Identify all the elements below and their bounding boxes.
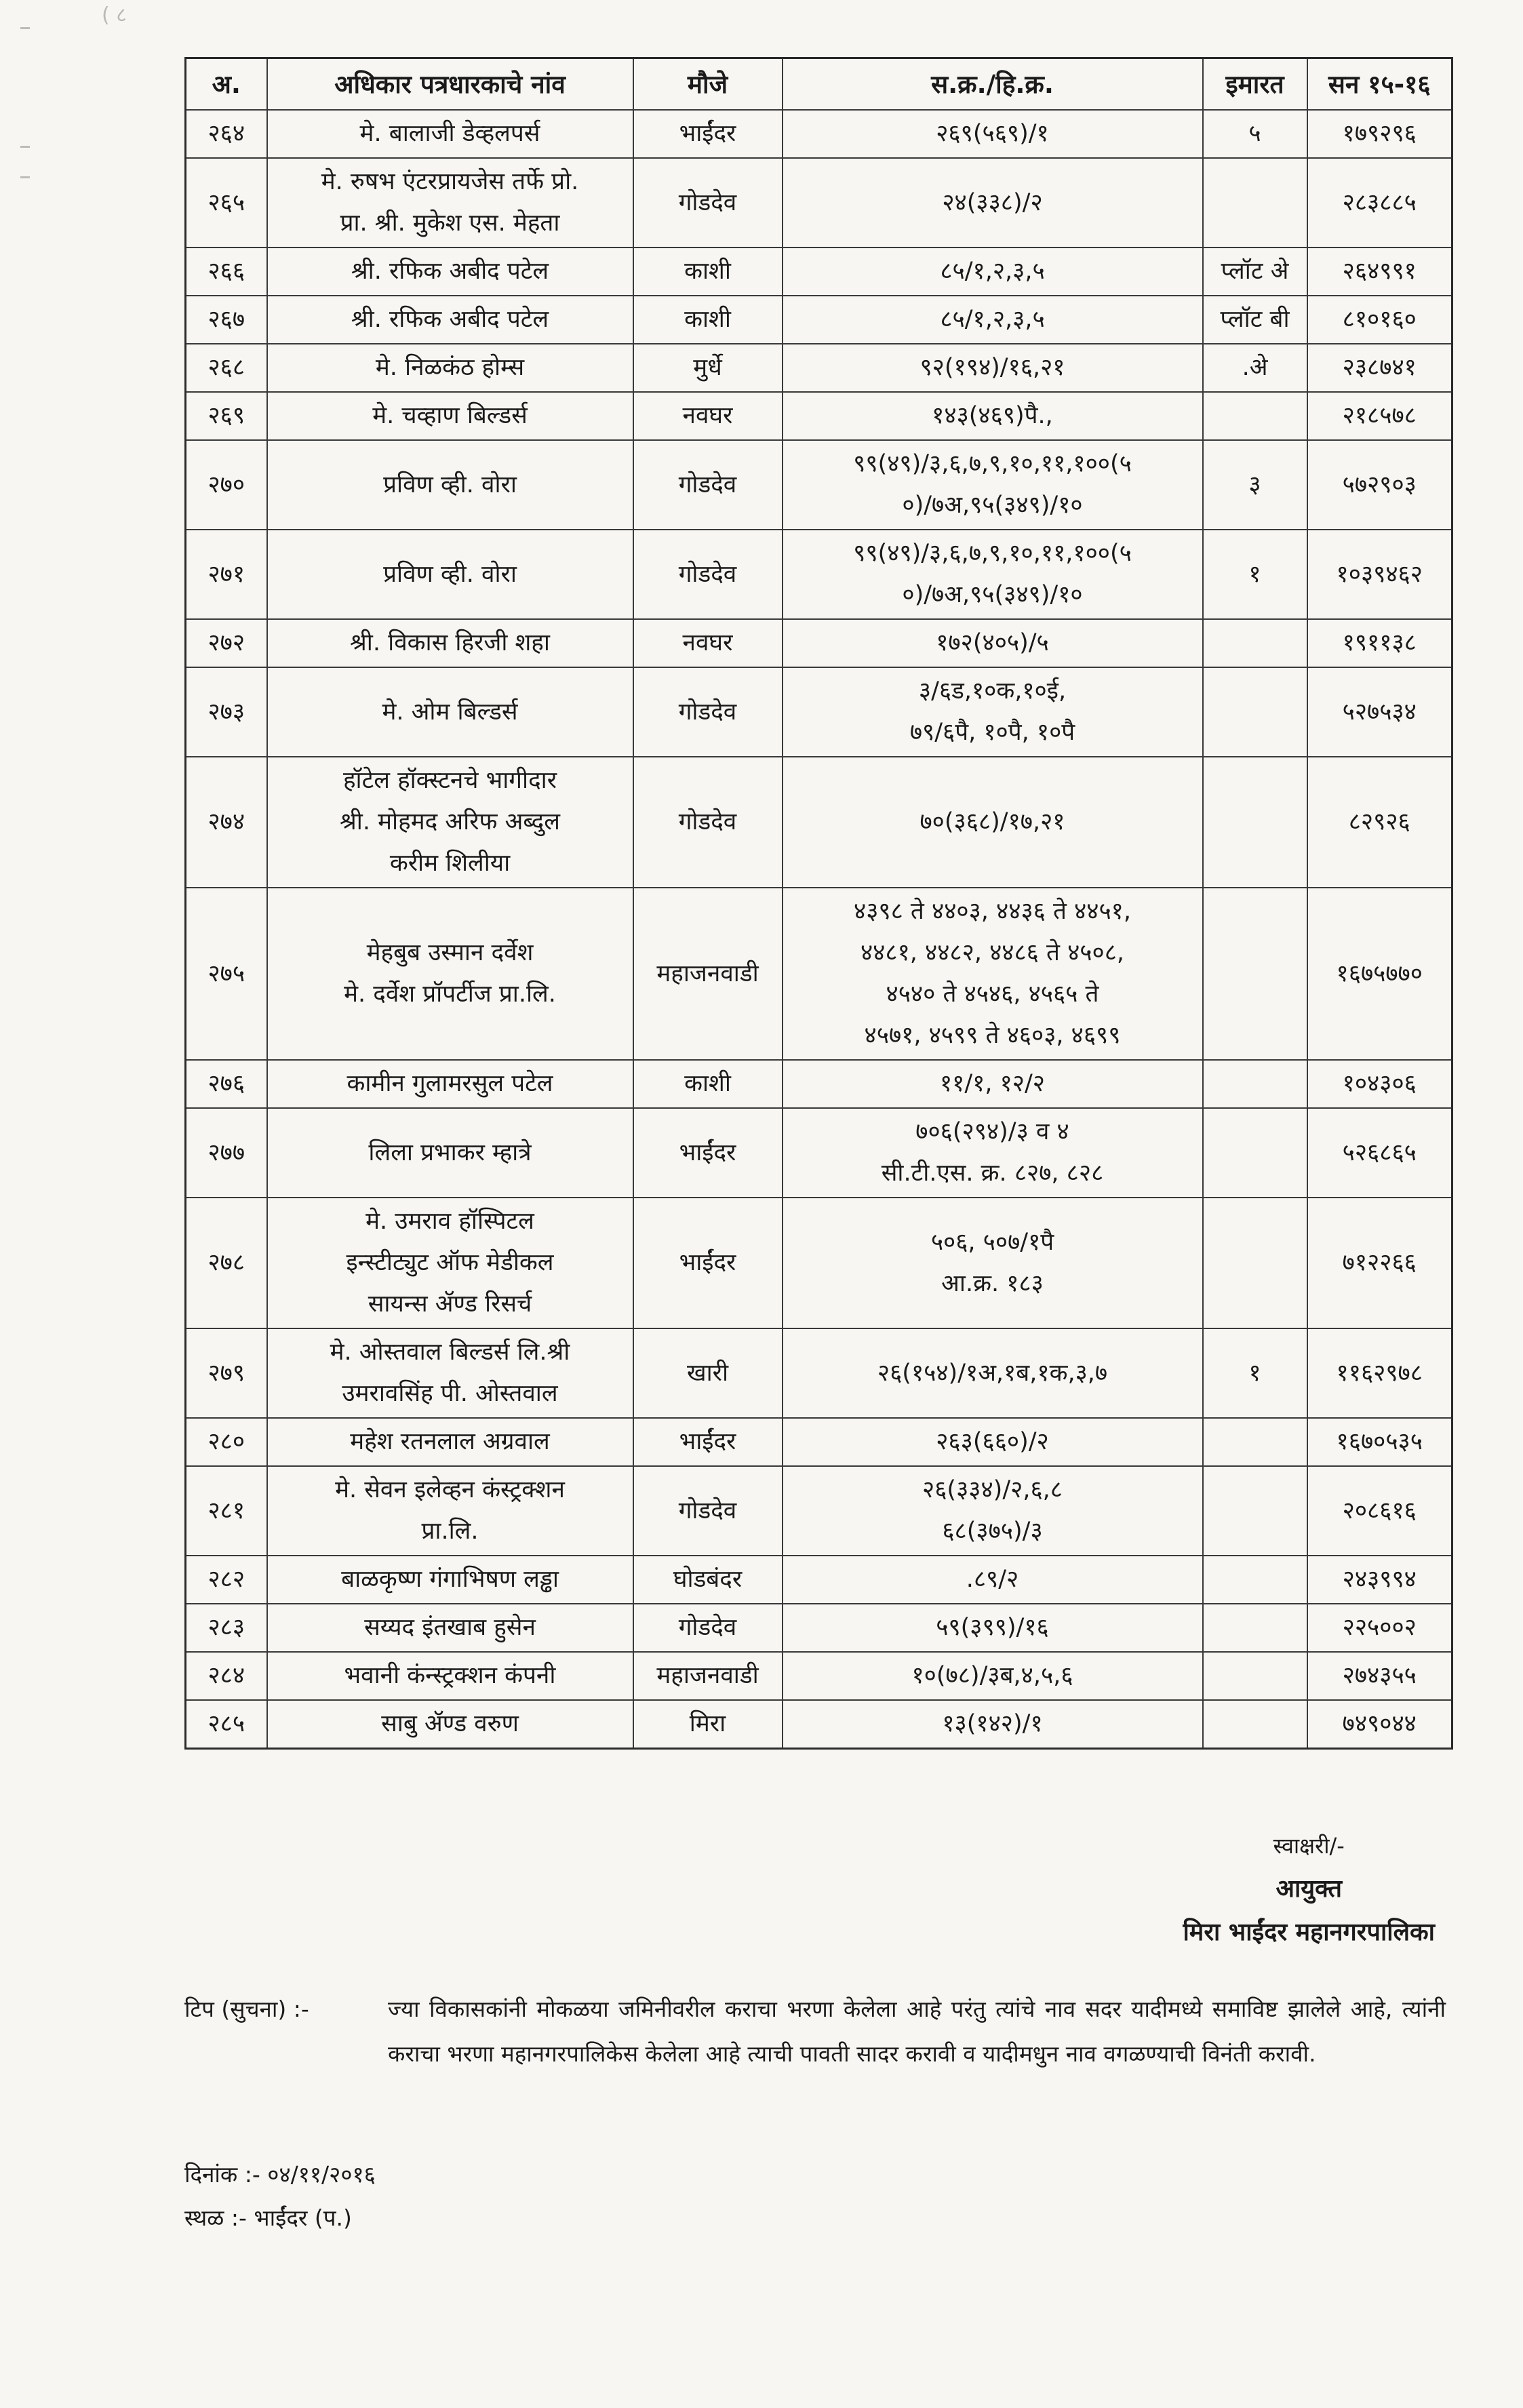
cell-survey-no: ९२(१९४)/१६,२१ (783, 344, 1203, 392)
cell-serial: २६७ (186, 296, 267, 344)
table-row (186, 619, 1452, 667)
cell-serial: २६४ (186, 110, 267, 158)
table-row (186, 1108, 1452, 1198)
cell-survey-no: २६९(५६९)/१ (783, 110, 1203, 158)
cell-serial: २८४ (186, 1652, 267, 1700)
cell-holder-name: साबु ॲण्ड वरुण (267, 1700, 633, 1749)
cell-serial: २७६ (186, 1060, 267, 1108)
cell-building (1203, 667, 1307, 757)
cell-village: नवघर (633, 619, 783, 667)
cell-survey-no: ५९(३९९)/१६ (783, 1604, 1203, 1652)
table-row (186, 530, 1452, 619)
cell-survey-no: १७२(४०५)/५ (783, 619, 1203, 667)
date-label: दिनांक :- (184, 2161, 260, 2188)
cell-survey-no: २६(३३४)/२,६,८ ६८(३७५)/३ (783, 1466, 1203, 1556)
cell-amount: ७१२२६६ (1307, 1198, 1452, 1328)
cell-amount: २२५००२ (1307, 1604, 1452, 1652)
cell-building (1203, 619, 1307, 667)
cell-holder-name: प्रविण व्ही. वोरा (267, 530, 633, 619)
cell-serial: २६६ (186, 248, 267, 296)
cell-serial: २७५ (186, 888, 267, 1060)
cell-amount: ११६२९७८ (1307, 1328, 1452, 1418)
table-row (186, 158, 1452, 248)
cell-holder-name: प्रविण व्ही. वोरा (267, 440, 633, 530)
cell-serial: २७७ (186, 1108, 267, 1198)
table-row (186, 1652, 1452, 1700)
cell-village: गोडदेव (633, 757, 783, 888)
cell-village: काशी (633, 1060, 783, 1108)
cell-serial: २८१ (186, 1466, 267, 1556)
cell-amount: ५७२९०३ (1307, 440, 1452, 530)
cell-building: ५ (1203, 110, 1307, 158)
cell-amount: ७४९०४४ (1307, 1700, 1452, 1749)
cell-village: मुर्धे (633, 344, 783, 392)
signature-block (1183, 1824, 1435, 1954)
table-row (186, 392, 1452, 440)
cell-serial: २७३ (186, 667, 267, 757)
cell-building: .अे (1203, 344, 1307, 392)
cell-village: घोडबंदर (633, 1556, 783, 1604)
cell-village: भाईंदर (633, 1198, 783, 1328)
cell-holder-name: मे. सेवन इलेव्हन कंस्ट्रक्शन प्रा.लि. (267, 1466, 633, 1556)
cell-serial: २७९ (186, 1328, 267, 1418)
cell-building (1203, 1652, 1307, 1700)
cell-survey-no: ७०६(२९४)/३ व ४ सी.टी.एस. क्र. ८२७, ८२८ (783, 1108, 1203, 1198)
cell-building (1203, 1108, 1307, 1198)
cell-survey-no: ३/६ड,१०क,१०ई, ७९/६पै, १०पै, १०पै (783, 667, 1203, 757)
cell-building (1203, 1198, 1307, 1328)
table-row (186, 1418, 1452, 1466)
cell-serial: २७१ (186, 530, 267, 619)
cell-holder-name: मे. चव्हाण बिल्डर्स (267, 392, 633, 440)
cell-survey-no: ७०(३६८)/१७,२१ (783, 757, 1203, 888)
developer-tax-table (184, 57, 1453, 1750)
cell-holder-name: बाळकृष्ण गंगाभिषण लड्ढा (267, 1556, 633, 1604)
cell-building (1203, 392, 1307, 440)
cell-village: गोडदेव (633, 158, 783, 248)
table-row (186, 1700, 1452, 1749)
header-building: इमारत (1203, 58, 1307, 111)
cell-building (1203, 1060, 1307, 1108)
cell-holder-name: श्री. रफिक अबीद पटेल (267, 296, 633, 344)
cell-serial: २८५ (186, 1700, 267, 1749)
cell-survey-no: २४(३३८)/२ (783, 158, 1203, 248)
table-header-row (186, 58, 1452, 111)
table-row (186, 440, 1452, 530)
cell-serial: २६८ (186, 344, 267, 392)
cell-amount: ८२९२६ (1307, 757, 1452, 888)
note-text: ज्या विकासकांनी मोकळया जमिनीवरील कराचा भरणा केलेला आहे परंतु त्यांचे नाव सदर यादीमध्ये समाविष्ट झालेले आहे, त्यांनी कराचा भरणा महानगरपालिकेस केलेला आहे त्याची पावती सादर करावी व यादीमधुन नाव वगळण्याची विनंती करावी. (388, 1996, 1446, 2067)
scan-edge-mark (20, 27, 30, 29)
header-serial: अ. (186, 58, 267, 111)
cell-survey-no: ११/१, १२/२ (783, 1060, 1203, 1108)
cell-survey-no: १४३(४६९)पै., (783, 392, 1203, 440)
scan-edge-mark (20, 146, 30, 148)
cell-survey-no: २६३(६६०)/२ (783, 1418, 1203, 1466)
signed-text: स्वाक्षरी/- (1273, 1833, 1345, 1859)
header-survey-no: स.क्र./हि.क्र. (783, 58, 1203, 111)
cell-village: महाजनवाडी (633, 888, 783, 1060)
cell-serial: २६९ (186, 392, 267, 440)
cell-amount: २८३८८५ (1307, 158, 1452, 248)
table-row (186, 1466, 1452, 1556)
cell-village: भाईंदर (633, 110, 783, 158)
place-line (184, 2196, 376, 2240)
cell-serial: २८० (186, 1418, 267, 1466)
cell-amount: २४३९९४ (1307, 1556, 1452, 1604)
cell-amount: १०४३०६ (1307, 1060, 1452, 1108)
header-holder-name: अधिकार पत्रधारकाचे नांव (267, 58, 633, 111)
cell-survey-no: १३(१४२)/१ (783, 1700, 1203, 1749)
cell-building (1203, 1418, 1307, 1466)
cell-amount: २७४३५५ (1307, 1652, 1452, 1700)
cell-village: भाईंदर (633, 1418, 783, 1466)
table-row (186, 1198, 1452, 1328)
cell-holder-name: कामीन गुलामरसुल पटेल (267, 1060, 633, 1108)
cell-amount: २०८६१६ (1307, 1466, 1452, 1556)
cell-village: गोडदेव (633, 667, 783, 757)
cell-serial: २७० (186, 440, 267, 530)
table-row (186, 888, 1452, 1060)
cell-village: महाजनवाडी (633, 1652, 783, 1700)
cell-survey-no: २६(१५४)/१अ,१ब,१क,३,७ (783, 1328, 1203, 1418)
cell-serial: २७४ (186, 757, 267, 888)
office-name: मिरा भाईंदर महानगरपालिका (1183, 1918, 1435, 1946)
table-row (186, 1604, 1452, 1652)
cell-building (1203, 1700, 1307, 1749)
cell-building: प्लॉट बी (1203, 296, 1307, 344)
cell-building: १ (1203, 530, 1307, 619)
cell-survey-no: .८९/२ (783, 1556, 1203, 1604)
cell-village: नवघर (633, 392, 783, 440)
cell-amount: २३८७४१ (1307, 344, 1452, 392)
cell-amount: २६४९९१ (1307, 248, 1452, 296)
cell-holder-name: मे. रुषभ एंटरप्रायजेस तर्फे प्रो. प्रा. श्री. मुकेश एस. मेहता (267, 158, 633, 248)
date-value: ०४/११/२०१६ (267, 2161, 376, 2188)
cell-village: खारी (633, 1328, 783, 1418)
cell-holder-name: सय्यद इंतखाब हुसेन (267, 1604, 633, 1652)
cell-building (1203, 888, 1307, 1060)
page-corner-mark: ( ८ (102, 3, 127, 27)
cell-survey-no: ८५/१,२,३,५ (783, 248, 1203, 296)
cell-village: भाईंदर (633, 1108, 783, 1198)
cell-amount: ५२६८६५ (1307, 1108, 1452, 1198)
cell-amount: २१८५७८ (1307, 392, 1452, 440)
cell-building: ३ (1203, 440, 1307, 530)
cell-amount: ८१०१६० (1307, 296, 1452, 344)
cell-building: प्लॉट अे (1203, 248, 1307, 296)
cell-survey-no: ८५/१,२,३,५ (783, 296, 1203, 344)
cell-building (1203, 158, 1307, 248)
cell-holder-name: महेश रतनलाल अग्रवाल (267, 1418, 633, 1466)
cell-holder-name: मे. ओस्तवाल बिल्डर्स लि.श्री उमरावसिंह पी. ओस्तवाल (267, 1328, 633, 1418)
cell-village: गोडदेव (633, 440, 783, 530)
table-row (186, 1328, 1452, 1418)
cell-serial: २७८ (186, 1198, 267, 1328)
cell-holder-name: लिला प्रभाकर म्हात्रे (267, 1108, 633, 1198)
cell-holder-name: मे. बालाजी डेव्हलपर्स (267, 110, 633, 158)
table-row (186, 248, 1452, 296)
cell-amount: १९११३८ (1307, 619, 1452, 667)
cell-holder-name: श्री. विकास हिरजी शहा (267, 619, 633, 667)
cell-village: काशी (633, 248, 783, 296)
footer-block (184, 2153, 376, 2240)
cell-holder-name: मे. ओम बिल्डर्स (267, 667, 633, 757)
cell-holder-name: मे. उमराव हॉस्पिटल इन्स्टीट्युट ऑफ मेडीकल सायन्स ॲण्ड रिसर्च (267, 1198, 633, 1328)
designation: आयुक्त (1275, 1875, 1342, 1903)
note-block (184, 1987, 1446, 2067)
cell-holder-name: मे. निळकंठ होम्स (267, 344, 633, 392)
cell-serial: २७२ (186, 619, 267, 667)
note-label: टिप (सुचना) :- (184, 1996, 309, 2022)
date-line (184, 2153, 376, 2196)
place-label: स्थळ :- (184, 2205, 247, 2231)
cell-building: १ (1203, 1328, 1307, 1418)
cell-survey-no: ९९(४९)/३,६,७,९,१०,११,१००(५ ०)/७अ,९५(३४९)/१० (783, 530, 1203, 619)
cell-village: गोडदेव (633, 1466, 783, 1556)
cell-serial: २८३ (186, 1604, 267, 1652)
cell-holder-name: श्री. रफिक अबीद पटेल (267, 248, 633, 296)
cell-holder-name: हॉटेल हॉक्स्टनचे भागीदार श्री. मोहमद अरिफ अब्दुल करीम शिलीया (267, 757, 633, 888)
cell-village: गोडदेव (633, 530, 783, 619)
header-year-amount: सन १५-१६ (1307, 58, 1452, 111)
cell-building (1203, 757, 1307, 888)
table-row (186, 1556, 1452, 1604)
cell-survey-no: ५०६, ५०७/१पै आ.क्र. १८३ (783, 1198, 1203, 1328)
place-value: भाईंदर (प.) (254, 2205, 352, 2231)
table-row (186, 296, 1452, 344)
cell-amount: ५२७५३४ (1307, 667, 1452, 757)
header-village: मौजे (633, 58, 783, 111)
table-row (186, 757, 1452, 888)
cell-survey-no: ९९(४९)/३,६,७,९,१०,११,१००(५ ०)/७अ,९५(३४९)/१० (783, 440, 1203, 530)
cell-amount: १०३९४६२ (1307, 530, 1452, 619)
table-row (186, 110, 1452, 158)
cell-amount: १६७५७७० (1307, 888, 1452, 1060)
cell-holder-name: मेहबुब उस्मान दर्वेश मे. दर्वेश प्रॉपर्टीज प्रा.लि. (267, 888, 633, 1060)
cell-building (1203, 1466, 1307, 1556)
cell-survey-no: १०(७८)/३ब,४,५,६ (783, 1652, 1203, 1700)
cell-building (1203, 1556, 1307, 1604)
cell-holder-name: भवानी कंन्स्ट्रक्शन कंपनी (267, 1652, 633, 1700)
table-row (186, 1060, 1452, 1108)
cell-serial: २८२ (186, 1556, 267, 1604)
cell-village: काशी (633, 296, 783, 344)
cell-building (1203, 1604, 1307, 1652)
scan-edge-mark (20, 176, 30, 178)
cell-village: गोडदेव (633, 1604, 783, 1652)
cell-survey-no: ४३९८ ते ४४०३, ४४३६ ते ४४५१, ४४८१, ४४८२, ४४८६ ते ४५०८, ४५४० ते ४५४६, ४५६५ ते ४५७१, ४५९९ ते ४६०३, ४६९९ (783, 888, 1203, 1060)
cell-amount: १६७०५३५ (1307, 1418, 1452, 1466)
table-row (186, 344, 1452, 392)
cell-serial: २६५ (186, 158, 267, 248)
table-row (186, 667, 1452, 757)
cell-village: मिरा (633, 1700, 783, 1749)
cell-amount: १७९२९६ (1307, 110, 1452, 158)
